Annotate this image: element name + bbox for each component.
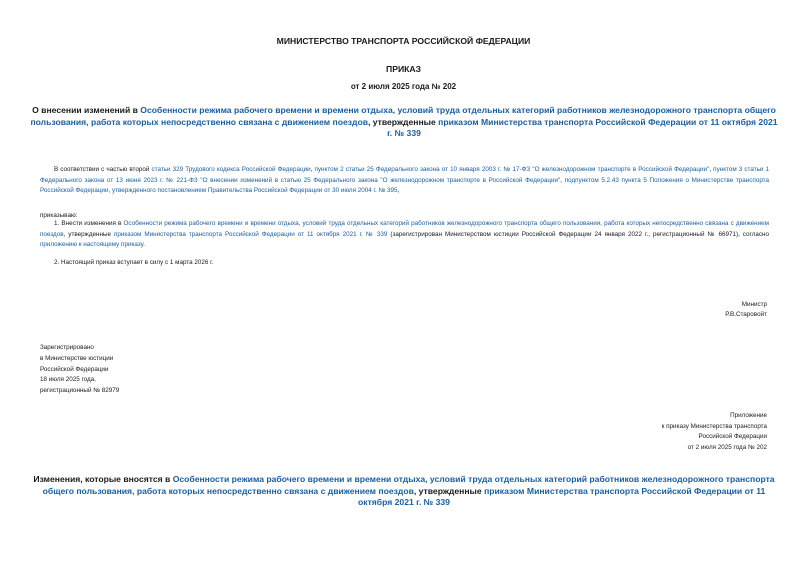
order-word: приказываю:: [40, 212, 78, 219]
annex-line: к приказу Министерства транспорта: [661, 422, 767, 430]
document-date: от 2 июля 2025 года № 202: [350, 82, 457, 91]
item1-text-4: .: [143, 241, 145, 249]
item-2-paragraph: 2. Настоящий приказ вступает в силу с 1 марта 2026 г.: [54, 259, 214, 266]
document-title: [28, 105, 780, 140]
annex-title-prefix: Изменения, которые вносятся в: [33, 474, 173, 484]
item1-link-order-339[interactable]: приказом Министерства транспорта Российской Федерации от 11 октября 2021 г. № 339: [113, 230, 388, 238]
basis-text-3: ,: [709, 166, 714, 173]
annex-line: Приложение: [730, 412, 767, 419]
annex-line: Российской Федерации: [698, 433, 767, 441]
annex-line: от 2 июля 2025 года № 202: [687, 443, 767, 451]
signature-position: Министр: [741, 301, 767, 308]
annex-title-link-order-339[interactable]: приказом Министерства транспорта Российской Федерации от 11 октября 2021 г. № 339: [358, 485, 766, 507]
title-link-order-339[interactable]: приказом Министерства транспорта Российской Федерации от 11 октября 2021 г. № 339: [387, 116, 778, 138]
registration-block: [40, 343, 119, 397]
registration-line: в Министерстве юстиции: [40, 354, 114, 362]
item1-text-1: 1. Внести изменения в: [54, 220, 124, 227]
title-middle: , утвержденные: [367, 116, 439, 127]
annex-title-link-features[interactable]: Особенности режима рабочего времени и времени отдыха, условий труда отдельных категорий работников железнодорожного транспорта общего пользования, работа которых непосредственно связана с движением поездов: [42, 474, 775, 496]
basis-link-labor-code[interactable]: статьи 329 Трудового кодекса Российской Федерации: [151, 166, 311, 173]
annex-header: [662, 411, 767, 453]
item-1-paragraph: [40, 219, 769, 251]
basis-link-regulation-395[interactable]: подпунктом 5.2.43 пункта 5 Положения о Министерстве транспорта Российской Федерации, утвержденного постановлением Правительства Российской Федерации от 30 июля 2004 г. № 395: [40, 176, 769, 195]
basis-link-law-221fz[interactable]: пунктом 3 статьи 1 Федерального закона от 13 июня 2023 г. № 221-ФЗ "О внесении изменений в статью 25 Федерального закона "О железнодорожном транспорте в Российской Федерации": [40, 166, 770, 184]
title-prefix: О внесении изменений в: [32, 105, 141, 115]
basis-paragraph: [40, 165, 769, 197]
registration-line: Зарегистрировано: [40, 344, 94, 351]
item1-link-features[interactable]: Особенности режима рабочего времени и времени отдыха, условий труда отдельных категорий работников железнодорожного транспорта общего пользования, работа которых непосредственно связана с движением поездов: [40, 220, 769, 238]
registration-line: регистрационный № 82979: [40, 387, 120, 395]
annex-title: [28, 474, 780, 509]
title-link-features[interactable]: Особенности режима рабочего времени и времени отдыха, условий труда отдельных категорий работников железнодорожного транспорта общего пользования, работа которых непосредственно связана с движением поездов: [30, 105, 776, 127]
item1-link-annex[interactable]: приложению к настоящему приказу: [40, 241, 144, 249]
basis-link-law-17fz[interactable]: пунктом 2 статьи 25 Федерального закона от 10 января 2003 г. № 17-ФЗ "О железнодорожном транспорте в Российской Федерации": [314, 166, 710, 173]
signature-name: Р.В.Старовойт: [725, 311, 767, 318]
ministry-heading: МИНИСТЕРСТВО ТРАНСПОРТА РОССИЙСКОЙ ФЕДЕРАЦИИ: [276, 36, 531, 46]
registration-line: Российской Федерации: [40, 365, 109, 373]
basis-text-1: В соответствии с частью второй: [54, 166, 152, 173]
annex-title-middle: , утвержденные: [413, 485, 485, 496]
item1-text-2: , утвержденные: [63, 230, 114, 238]
basis-text-4: ,: [560, 176, 565, 184]
document-type: ПРИКАЗ: [386, 64, 421, 74]
item1-text-3: (зарегистрирован Министерством юстиции Российской Федерации 24 января 2022 г., регистрационный № 66971), согласно: [387, 230, 769, 238]
registration-line: 18 июля 2025 года,: [40, 376, 96, 384]
basis-text-2: ,: [310, 166, 315, 173]
basis-text-5: ,: [397, 187, 400, 195]
